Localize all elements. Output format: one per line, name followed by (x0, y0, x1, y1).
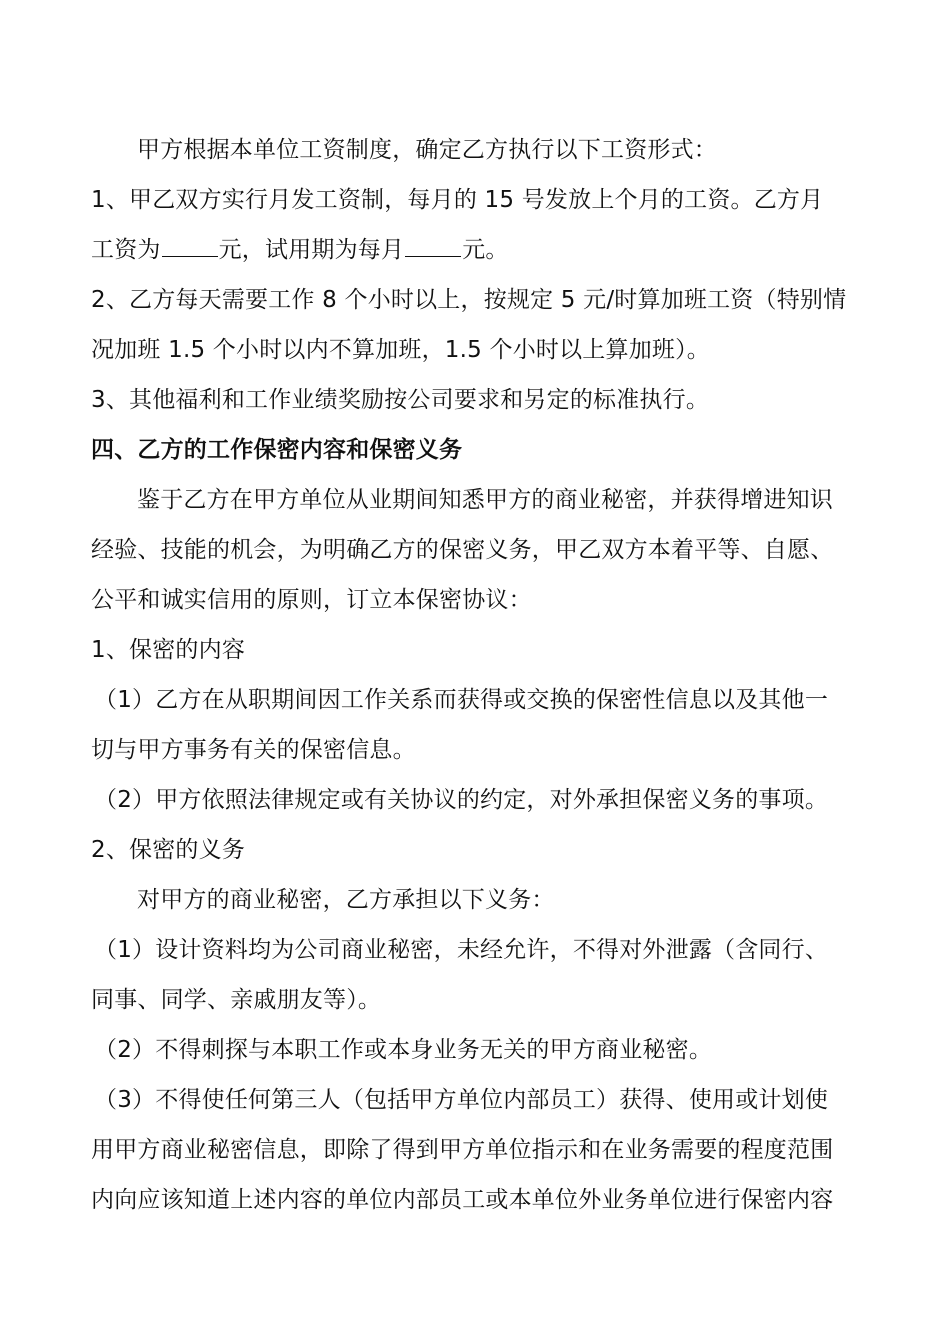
confidentiality-intro-line-2: 经验、技能的机会，为明确乙方的保密义务，甲乙双方本着平等、自愿、 (91, 537, 834, 563)
wage-clause-2-line-2: 况加班 1.5 个小时以内不算加班，1.5 个小时以上算加班）。 (91, 337, 710, 363)
confidentiality-intro-line-3: 公平和诚实信用的原则，订立本保密协议： (91, 587, 532, 613)
content-item-1-line-2: 切与甲方事务有关的保密信息。 (91, 737, 416, 763)
obligation-item-3-line-1: （3）不得使任何第三人（包括甲方单位内部员工）获得、使用或计划使 (94, 1087, 829, 1113)
content-item-1-line-1: （1）乙方在从职期间因工作关系而获得或交换的保密性信息以及其他一 (94, 687, 829, 713)
obligations-intro: 对甲方的商业秘密，乙方承担以下义务： (137, 887, 555, 913)
subheading-confidential-obligations: 2、保密的义务 (91, 837, 246, 863)
confidentiality-intro-line-1: 鉴于乙方在甲方单位从业期间知悉甲方的商业秘密，并获得增进知识 (137, 487, 833, 513)
wage-label: 工资为 (91, 237, 161, 263)
probation-amount-blank (405, 236, 461, 257)
wage-clause-end: 元。 (462, 237, 509, 263)
paragraph-wage-intro: 甲方根据本单位工资制度，确定乙方执行以下工资形式： (137, 137, 717, 163)
section-heading-confidentiality: 四、乙方的工作保密内容和保密义务 (91, 437, 463, 463)
wage-clause-1-line-1: 1、甲乙双方实行月发工资制，每月的 15 号发放上个月的工资。乙方月 (91, 187, 824, 213)
obligation-item-2: （2）不得刺探与本职工作或本身业务无关的甲方商业秘密。 (94, 1037, 713, 1063)
obligation-item-3-line-2: 用甲方商业秘密信息，即除了得到甲方单位指示和在业务需要的程度范围 (91, 1137, 834, 1163)
subheading-confidential-content: 1、保密的内容 (91, 637, 246, 663)
obligation-item-1-line-2: 同事、同学、亲戚朋友等）。 (91, 987, 382, 1013)
content-item-2: （2）甲方依照法律规定或有关协议的约定，对外承担保密义务的事项。 (94, 787, 829, 813)
wage-clause-1-line-2 (91, 235, 871, 265)
probation-wage-label: 元，试用期为每月 (218, 237, 405, 263)
obligation-item-3-line-3: 内向应该知道上述内容的单位内部员工或本单位外业务单位进行保密内容 (91, 1187, 834, 1213)
obligation-item-1-line-1: （1）设计资料均为公司商业秘密，未经允许，不得对外泄露（含同行、 (94, 937, 829, 963)
wage-clause-2-line-1: 2、乙方每天需要工作 8 个小时以上，按规定 5 元/时算加班工资（特别情 (91, 287, 847, 313)
wage-clause-3: 3、其他福利和工作业绩奖励按公司要求和另定的标准执行。 (91, 387, 710, 413)
wage-amount-blank (162, 236, 218, 257)
